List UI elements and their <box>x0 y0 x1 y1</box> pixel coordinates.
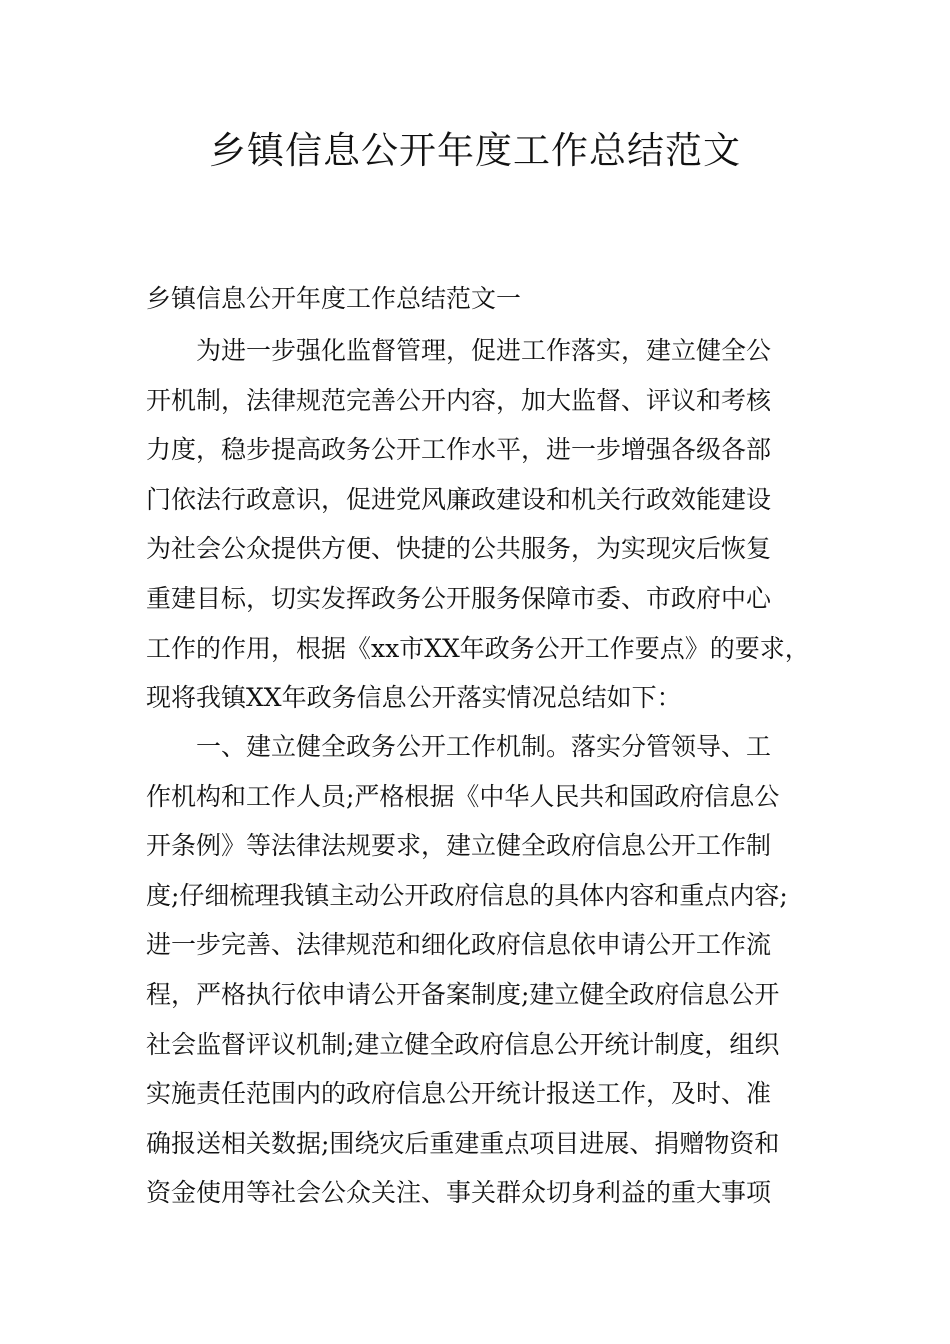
paragraph-line: 确报送相关数据;围绕灾后重建重点项目进展、捐赠物资和 <box>146 1128 780 1158</box>
paragraph-line: 作机构和工作人员;严格根据《中华人民共和国政府信息公 <box>146 781 780 811</box>
paragraph-line: 重建目标，切实发挥政务公开服务保障市委、市政府中心 <box>146 583 772 613</box>
paragraph-line: 资金使用等社会公众关注、事关群众切身利益的重大事项 <box>146 1178 772 1208</box>
paragraph-intro <box>146 326 818 723</box>
paragraph-line: 进一步完善、法律规范和细化政府信息依申请公开工作流 <box>146 930 772 960</box>
paragraph-section-one <box>146 722 818 1218</box>
paragraph-line: 开机制，法律规范完善公开内容，加大监督、评议和考核 <box>146 385 772 415</box>
paragraph-line: 为社会公众提供方便、快捷的公共服务，为实现灾后恢复 <box>146 534 772 564</box>
paragraph-line: 工作的作用，根据《xx市XX年政务公开工作要点》的要求， <box>146 633 810 663</box>
paragraph-line: 一、建立健全政务公开工作机制。落实分管领导、工 <box>196 732 772 761</box>
paragraph-line: 实施责任范围内的政府信息公开统计报送工作，及时、准 <box>146 1079 772 1109</box>
paragraph-line: 开条例》等法律法规要求，建立健全政府信息公开工作制 <box>146 831 772 861</box>
paragraph-line: 为进一步强化监督管理，促进工作落实，建立健全公 <box>196 336 772 365</box>
paragraph-line: 现将我镇XX年政务信息公开落实情况总结如下： <box>146 683 682 713</box>
paragraph-line: 门依法行政意识，促进党风廉政建设和机关行政效能建设 <box>146 484 772 514</box>
document-title: 乡镇信息公开年度工作总结范文 <box>209 129 741 172</box>
paragraph-line: 社会监督评议机制;建立健全政府信息公开统计制度，组织 <box>146 1029 780 1059</box>
paragraph-line: 力度，稳步提高政务公开工作水平，进一步增强各级各部 <box>146 435 772 465</box>
paragraph-line: 度;仔细梳理我镇主动公开政府信息的具体内容和重点内容; <box>146 880 788 910</box>
section-subtitle: 乡镇信息公开年度工作总结范文一 <box>146 284 522 313</box>
paragraph-line: 程，严格执行依申请公开备案制度;建立健全政府信息公开 <box>146 979 780 1009</box>
